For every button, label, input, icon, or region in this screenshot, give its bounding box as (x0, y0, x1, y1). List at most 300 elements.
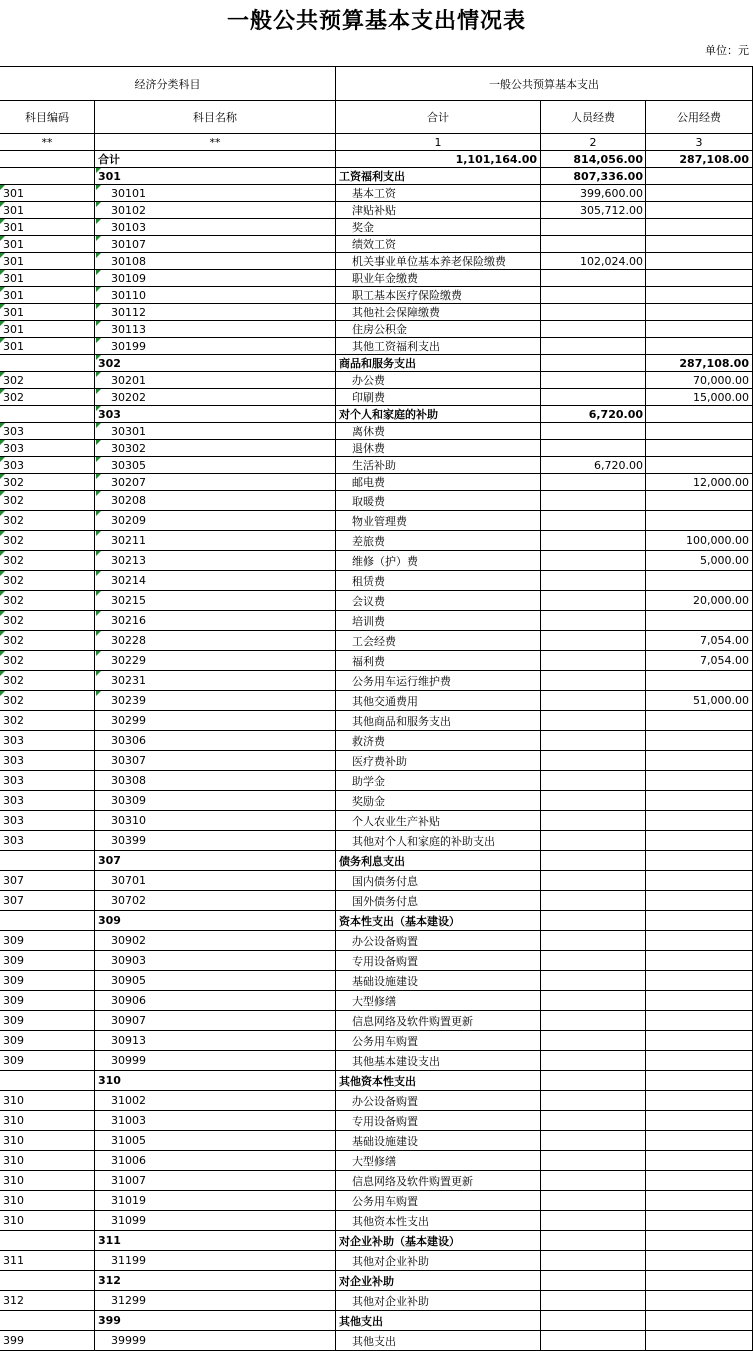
row-personnel-cell (541, 287, 646, 303)
row-code-cell (0, 151, 95, 167)
row-name-cell: 生活补助 (336, 457, 541, 473)
row-subcode-cell: 307 (95, 851, 336, 870)
row-subcode-cell: 30215 (95, 591, 336, 610)
row-name-cell: 债务利息支出 (336, 851, 541, 870)
row-subcode-cell: 30239 (95, 691, 336, 710)
table-row (0, 931, 753, 951)
row-personnel-cell (541, 1091, 646, 1110)
row-code-cell: 302 (0, 631, 95, 650)
row-total-cell (336, 1151, 541, 1170)
row-subcode-cell: 30399 (95, 831, 336, 850)
row-name-cell: 退休费 (336, 440, 541, 456)
row-subcode-cell: 31019 (95, 1191, 336, 1210)
row-personnel-cell (541, 440, 646, 456)
row-code-cell: 301 (0, 321, 95, 337)
row-public-cell (646, 321, 753, 337)
row-name-cell: 津贴补贴 (336, 202, 541, 218)
row-subcode-cell: 30107 (95, 236, 336, 252)
row-code-cell: 302 (0, 691, 95, 710)
table-row (0, 611, 753, 631)
row-personnel-cell (541, 1051, 646, 1070)
error-flag-icon (96, 321, 101, 326)
row-subcode-cell: 31199 (95, 1251, 336, 1270)
row-total-cell (336, 185, 541, 201)
error-flag-icon (0, 185, 5, 190)
row-subcode-cell: 合计 (95, 151, 336, 167)
row-personnel-cell (541, 891, 646, 910)
table-row (0, 891, 753, 911)
row-subcode-cell: 30199 (95, 338, 336, 354)
row-code-cell: 301 (0, 287, 95, 303)
row-subcode-cell: 31007 (95, 1171, 336, 1190)
row-code-cell (0, 406, 95, 422)
row-subcode-cell: 303 (95, 406, 336, 422)
row-total-cell (336, 851, 541, 870)
row-personnel-cell (541, 851, 646, 870)
error-flag-icon (0, 270, 5, 275)
table-row (0, 751, 753, 771)
table-row (0, 202, 753, 219)
row-total-cell (336, 1291, 541, 1310)
row-name-cell: 其他工资福利支出 (336, 338, 541, 354)
row-subcode-cell: 30307 (95, 751, 336, 770)
table-row (0, 1171, 753, 1191)
row-code-cell: 309 (0, 931, 95, 950)
table-row (0, 591, 753, 611)
row-public-cell (646, 287, 753, 303)
row-name-cell: 其他支出 (336, 1311, 541, 1330)
error-flag-icon (96, 531, 101, 536)
row-total-cell (336, 1271, 541, 1290)
row-total-cell: 1,101,164.00 (336, 151, 541, 167)
error-flag-icon (96, 389, 101, 394)
row-subcode-cell: 30913 (95, 1031, 336, 1050)
row-personnel-cell (541, 931, 646, 950)
row-subcode-cell: 30207 (95, 474, 336, 490)
row-personnel-cell: 102,024.00 (541, 253, 646, 269)
row-total-cell (336, 831, 541, 850)
row-code-cell (0, 1271, 95, 1290)
row-name-cell: 其他资本性支出 (336, 1071, 541, 1090)
table-row (0, 1051, 753, 1071)
error-flag-icon (96, 491, 101, 496)
error-flag-icon (96, 185, 101, 190)
row-total-cell (336, 1231, 541, 1250)
row-subcode-cell: 30903 (95, 951, 336, 970)
row-personnel-cell: 399,600.00 (541, 185, 646, 201)
row-subcode-cell: 30309 (95, 791, 336, 810)
row-subcode-cell: 312 (95, 1271, 336, 1290)
row-code-cell: 301 (0, 338, 95, 354)
row-name-cell: 基础设施建设 (336, 971, 541, 990)
row-subcode-cell: 30209 (95, 511, 336, 530)
table-row (0, 571, 753, 591)
row-code-cell (0, 1311, 95, 1330)
error-flag-icon (0, 253, 5, 258)
row-code-cell: 302 (0, 711, 95, 730)
row-total-cell (336, 1051, 541, 1070)
row-name-cell: 其他对企业补助 (336, 1251, 541, 1270)
row-total-cell (336, 951, 541, 970)
row-name-cell: 信息网络及软件购置更新 (336, 1011, 541, 1030)
error-flag-icon (96, 219, 101, 224)
row-name-cell: 办公设备购置 (336, 1091, 541, 1110)
row-personnel-cell (541, 1151, 646, 1170)
row-public-cell (646, 831, 753, 850)
error-flag-icon (0, 304, 5, 309)
row-public-cell (646, 711, 753, 730)
table-row (0, 219, 753, 236)
row-code-cell: 310 (0, 1191, 95, 1210)
row-code-cell: 301 (0, 202, 95, 218)
row-personnel-cell (541, 711, 646, 730)
row-personnel-cell (541, 911, 646, 930)
row-public-cell (646, 511, 753, 530)
error-flag-icon (0, 571, 5, 576)
row-public-cell (646, 671, 753, 690)
table-row (0, 440, 753, 457)
row-total-cell (336, 423, 541, 439)
row-personnel-cell (541, 571, 646, 590)
table-row (0, 1131, 753, 1151)
table-row (0, 991, 753, 1011)
row-total-cell (336, 1211, 541, 1230)
row-public-cell (646, 304, 753, 320)
row-subcode-cell: 399 (95, 1311, 336, 1330)
table-row (0, 304, 753, 321)
row-total-cell (336, 971, 541, 990)
row-subcode-cell: 30306 (95, 731, 336, 750)
row-subcode-cell: 30112 (95, 304, 336, 320)
error-flag-icon (0, 551, 5, 556)
row-code-cell (0, 851, 95, 870)
error-flag-icon (0, 511, 5, 516)
row-code-cell: 399 (0, 1331, 95, 1350)
row-personnel-cell (541, 372, 646, 388)
row-personnel-cell (541, 338, 646, 354)
index-3: 3 (646, 134, 753, 150)
row-public-cell (646, 457, 753, 473)
row-code-cell (0, 355, 95, 371)
table-row (0, 1011, 753, 1031)
row-personnel-cell (541, 1171, 646, 1190)
row-public-cell (646, 611, 753, 630)
row-public-cell (646, 1151, 753, 1170)
row-code-cell (0, 911, 95, 930)
row-name-cell: 对个人和家庭的补助 (336, 406, 541, 422)
row-public-cell (646, 871, 753, 890)
row-public-cell: 12,000.00 (646, 474, 753, 490)
row-public-cell (646, 1051, 753, 1070)
row-code-cell: 302 (0, 651, 95, 670)
header-group-row (0, 67, 753, 101)
row-public-cell: 7,054.00 (646, 651, 753, 670)
row-subcode-cell: 309 (95, 911, 336, 930)
row-code-cell: 303 (0, 771, 95, 790)
row-total-cell (336, 791, 541, 810)
error-flag-icon (0, 691, 5, 696)
row-personnel-cell (541, 1031, 646, 1050)
row-name-cell: 专用设备购置 (336, 951, 541, 970)
table-row (0, 474, 753, 491)
row-subcode-cell: 301 (95, 168, 336, 184)
row-subcode-cell: 30109 (95, 270, 336, 286)
row-personnel-cell (541, 631, 646, 650)
row-code-cell: 302 (0, 531, 95, 550)
row-public-cell (646, 931, 753, 950)
table-row (0, 531, 753, 551)
error-flag-icon (96, 253, 101, 258)
row-public-cell (646, 991, 753, 1010)
table-row (0, 270, 753, 287)
table-row (0, 321, 753, 338)
error-flag-icon (96, 571, 101, 576)
row-personnel-cell (541, 1271, 646, 1290)
col-total-header: 合计 (336, 101, 541, 133)
row-public-cell (646, 1311, 753, 1330)
row-total-cell (336, 236, 541, 252)
row-public-cell (646, 851, 753, 870)
row-subcode-cell: 30103 (95, 219, 336, 235)
row-total-cell (336, 1071, 541, 1090)
row-personnel-cell (541, 1291, 646, 1310)
row-public-cell (646, 1131, 753, 1150)
row-public-cell (646, 571, 753, 590)
row-public-cell (646, 1031, 753, 1050)
row-code-cell: 302 (0, 611, 95, 630)
error-flag-icon (96, 651, 101, 656)
row-subcode-cell: 39999 (95, 1331, 336, 1350)
row-subcode-cell: 30108 (95, 253, 336, 269)
row-code-cell: 310 (0, 1171, 95, 1190)
row-total-cell (336, 911, 541, 930)
row-name-cell: 培训费 (336, 611, 541, 630)
page-title: 一般公共预算基本支出情况表 (226, 9, 526, 34)
error-flag-icon (96, 338, 101, 343)
row-total-cell (336, 491, 541, 510)
table-row (0, 511, 753, 531)
table-row (0, 185, 753, 202)
row-total-cell (336, 1111, 541, 1130)
table-row (0, 1111, 753, 1131)
row-name-cell: 基本工资 (336, 185, 541, 201)
row-total-cell (336, 1011, 541, 1030)
error-flag-icon (0, 219, 5, 224)
row-total-cell (336, 406, 541, 422)
row-subcode-cell: 31299 (95, 1291, 336, 1310)
row-total-cell (336, 651, 541, 670)
row-name-cell: 信息网络及软件购置更新 (336, 1171, 541, 1190)
row-code-cell: 302 (0, 571, 95, 590)
row-code-cell: 312 (0, 1291, 95, 1310)
error-flag-icon (0, 423, 5, 428)
row-public-cell (646, 1291, 753, 1310)
row-subcode-cell: 30110 (95, 287, 336, 303)
row-name-cell: 职业年金缴费 (336, 270, 541, 286)
table-row (0, 253, 753, 270)
row-personnel-cell (541, 1071, 646, 1090)
row-name-cell: 奖励金 (336, 791, 541, 810)
row-subcode-cell: 31099 (95, 1211, 336, 1230)
row-total-cell (336, 372, 541, 388)
row-name-cell: 其他交通费用 (336, 691, 541, 710)
row-name-cell: 其他资本性支出 (336, 1211, 541, 1230)
row-public-cell (646, 185, 753, 201)
table-row (0, 287, 753, 304)
row-personnel-cell (541, 651, 646, 670)
row-subcode-cell: 30701 (95, 871, 336, 890)
row-name-cell: 对企业补助 (336, 1271, 541, 1290)
row-public-cell (646, 168, 753, 184)
row-name-cell: 奖金 (336, 219, 541, 235)
row-public-cell: 51,000.00 (646, 691, 753, 710)
row-subcode-cell: 31003 (95, 1111, 336, 1130)
row-total-cell (336, 571, 541, 590)
table-row (0, 236, 753, 253)
row-total-cell (336, 891, 541, 910)
row-total-cell (336, 1311, 541, 1330)
table-row (0, 911, 753, 931)
row-subcode-cell: 310 (95, 1071, 336, 1090)
col-code-header: 科目编码 (0, 101, 95, 133)
header-column-row (0, 101, 753, 134)
row-subcode-cell: 30305 (95, 457, 336, 473)
row-code-cell: 309 (0, 1031, 95, 1050)
row-subcode-cell: 30905 (95, 971, 336, 990)
row-total-cell (336, 691, 541, 710)
row-personnel-cell (541, 551, 646, 570)
row-code-cell: 301 (0, 270, 95, 286)
row-subcode-cell: 30201 (95, 372, 336, 388)
row-name-cell: 福利费 (336, 651, 541, 670)
row-name-cell: 公务用车购置 (336, 1191, 541, 1210)
error-flag-icon (96, 551, 101, 556)
row-public-cell (646, 1091, 753, 1110)
error-flag-icon (0, 372, 5, 377)
row-code-cell (0, 1231, 95, 1250)
error-flag-icon (96, 355, 101, 360)
row-public-cell: 287,108.00 (646, 151, 753, 167)
row-total-cell (336, 168, 541, 184)
error-flag-icon (96, 287, 101, 292)
row-code-cell: 309 (0, 1051, 95, 1070)
row-code-cell: 309 (0, 991, 95, 1010)
row-personnel-cell (541, 1231, 646, 1250)
row-public-cell (646, 811, 753, 830)
row-code-cell: 302 (0, 511, 95, 530)
row-name-cell: 公务用车运行维护费 (336, 671, 541, 690)
row-personnel-cell (541, 1311, 646, 1330)
row-subcode-cell: 30302 (95, 440, 336, 456)
table-row (0, 951, 753, 971)
row-public-cell (646, 1011, 753, 1030)
row-public-cell: 20,000.00 (646, 591, 753, 610)
error-flag-icon (0, 287, 5, 292)
row-subcode-cell: 30211 (95, 531, 336, 550)
row-subcode-cell: 302 (95, 355, 336, 371)
row-personnel-cell: 6,720.00 (541, 457, 646, 473)
row-name-cell: 专用设备购置 (336, 1111, 541, 1130)
row-code-cell: 311 (0, 1251, 95, 1270)
row-subcode-cell: 30231 (95, 671, 336, 690)
row-public-cell (646, 491, 753, 510)
table-row (0, 1231, 753, 1251)
table-row (0, 151, 753, 168)
row-total-cell (336, 202, 541, 218)
row-personnel-cell (541, 1011, 646, 1030)
row-public-cell: 15,000.00 (646, 389, 753, 405)
row-code-cell: 303 (0, 731, 95, 750)
row-total-cell (336, 1091, 541, 1110)
error-flag-icon (96, 423, 101, 428)
error-flag-icon (96, 168, 101, 173)
row-subcode-cell: 30102 (95, 202, 336, 218)
row-subcode-cell: 30101 (95, 185, 336, 201)
row-code-cell: 302 (0, 671, 95, 690)
row-total-cell (336, 270, 541, 286)
row-personnel-cell (541, 791, 646, 810)
row-public-cell (646, 253, 753, 269)
row-public-cell (646, 731, 753, 750)
error-flag-icon (0, 236, 5, 241)
row-subcode-cell: 30202 (95, 389, 336, 405)
row-name-cell: 绩效工资 (336, 236, 541, 252)
table-row (0, 1191, 753, 1211)
error-flag-icon (0, 389, 5, 394)
error-flag-icon (0, 671, 5, 676)
row-public-cell (646, 270, 753, 286)
table-row (0, 791, 753, 811)
row-personnel-cell: 305,712.00 (541, 202, 646, 218)
row-subcode-cell: 30214 (95, 571, 336, 590)
row-total-cell (336, 1251, 541, 1270)
error-flag-icon (0, 591, 5, 596)
row-total-cell (336, 671, 541, 690)
table-row (0, 1151, 753, 1171)
error-flag-icon (0, 651, 5, 656)
table-row (0, 1091, 753, 1111)
col-public-header: 公用经费 (646, 101, 753, 133)
table-row (0, 457, 753, 474)
error-flag-icon (0, 531, 5, 536)
row-name-cell: 其他基本建设支出 (336, 1051, 541, 1070)
row-public-cell (646, 951, 753, 970)
row-subcode-cell: 30228 (95, 631, 336, 650)
row-public-cell (646, 751, 753, 770)
error-flag-icon (96, 511, 101, 516)
table-row (0, 871, 753, 891)
row-personnel-cell (541, 811, 646, 830)
row-public-cell (646, 1231, 753, 1250)
row-public-cell (646, 771, 753, 790)
group-right-header: 一般公共预算基本支出 (336, 67, 753, 100)
row-code-cell: 307 (0, 891, 95, 910)
row-personnel-cell (541, 219, 646, 235)
row-name-cell: 机关事业单位基本养老保险缴费 (336, 253, 541, 269)
row-personnel-cell (541, 1131, 646, 1150)
row-personnel-cell (541, 531, 646, 550)
row-name-cell: 助学金 (336, 771, 541, 790)
row-subcode-cell: 30216 (95, 611, 336, 630)
table-row (0, 971, 753, 991)
table-row (0, 711, 753, 731)
col-name-header: 科目名称 (95, 101, 336, 133)
row-personnel-cell (541, 1251, 646, 1270)
row-name-cell: 办公设备购置 (336, 931, 541, 950)
row-public-cell (646, 1271, 753, 1290)
row-public-cell (646, 1111, 753, 1130)
table-row (0, 355, 753, 372)
